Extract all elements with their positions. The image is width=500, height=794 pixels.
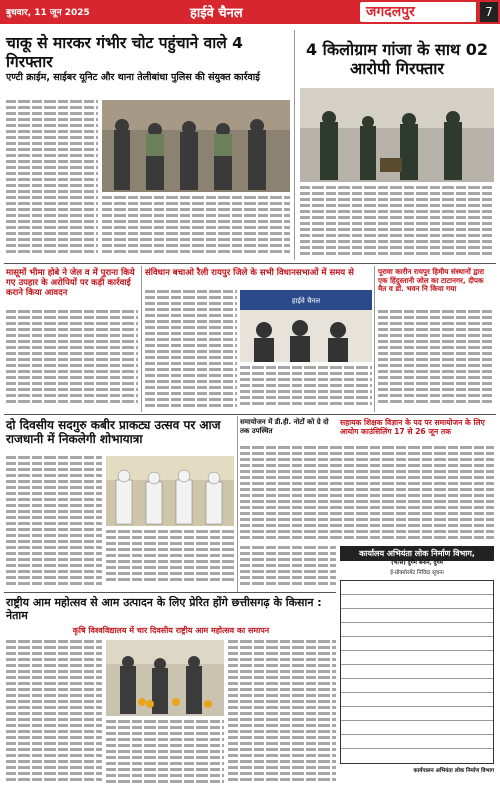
story4-body-2 [240, 366, 372, 410]
ad-table [340, 580, 494, 764]
story8-body-2 [106, 720, 224, 788]
story7-body [240, 446, 494, 542]
section-rule [4, 592, 336, 593]
story8-body [6, 640, 102, 788]
story2-photo [300, 88, 494, 182]
ad-title: कार्यालय अभियंता लोक निर्माण विभाग, [340, 546, 494, 561]
edition-city: जगदलपुर [360, 2, 476, 22]
column-rule [141, 266, 142, 412]
column-rule [294, 30, 295, 260]
column-rule [374, 266, 375, 412]
story7-headline: सहायक शिक्षक विज्ञान के पद पर समायोजन के लिए आयोग काउंसिलिंग 17 से 26 जून तक [340, 418, 485, 437]
story1-subheadline: एण्टी क्राईम, साईबर यूनिट और थाना तेलीबांधा पुलिस की संयुक्त कार्रवाई [6, 72, 260, 83]
story8-photo [106, 640, 224, 716]
story4-photo [240, 290, 372, 362]
story6-body [6, 456, 102, 588]
section-rule [4, 263, 496, 264]
story4-body [145, 290, 237, 410]
story2-body [300, 186, 494, 260]
ad-notice-line: ई-प्रोक्योरमेंट निविदा सूचना [390, 570, 444, 576]
procession-photo [106, 456, 234, 526]
story6-headline: दो दिवसीय सदगुरु कबीर प्राकट्य उत्सव पर आज राजधानी में निकलेगी शोभायात्रा [6, 418, 221, 447]
rally-photo [240, 290, 372, 362]
ad-subtitle: (भ/स) दुर्गम बनाने, दुर्गम [391, 560, 443, 566]
story8-subheadline: कृषि विश्वविद्यालय में चार दिवसीय राष्ट्रीय आम महोत्सव का समापन [72, 626, 270, 635]
story6-body-2 [106, 530, 234, 588]
story1-photo [102, 100, 290, 192]
story8-headline: राष्ट्रीय आम महोत्सव से आम उत्पादन के लिए प्रेरित होंगे छत्तीसगढ़ के किसान : नेताम [6, 596, 322, 623]
masthead [0, 0, 500, 24]
police-group-photo [102, 100, 290, 192]
section-rule [4, 414, 496, 415]
column-rule [237, 416, 238, 592]
issue-date: बुधवार, 11 जून 2025 [6, 8, 90, 18]
page-number: 7 [480, 2, 498, 22]
police-arrest-photo [300, 88, 494, 182]
story8-body-3 [228, 640, 336, 788]
story1-body [6, 100, 98, 260]
story4-headline: संविधान बचाओ रैली रायपुर जिले के सभी विधानसभाओं में समय से [145, 268, 354, 278]
story2-headline: 4 किलोग्राम गांजा के साथ 02 आरोपी गिरफ्तार [305, 40, 489, 79]
story3-headline: मासूमों भीमा होबे ने जेल व में पुराना किये गए उपहार के अरोपियों पर कड़ी कार्रवाई कराने किया आवदन [6, 268, 135, 299]
story1-headline: चाकू से मारकर गंभीर चोट पहुंचाने वाले 4 गिरफ्तार [6, 34, 243, 71]
banner-text: हाईवे चैनल [291, 297, 321, 305]
story7-body-2 [240, 546, 336, 590]
story1-body-right [102, 196, 290, 260]
newspaper-brand: हाईवे चैनल [190, 6, 243, 21]
story7-kicker: समायोजन में डी.ही. नोटों को ग्रे दो तक उपस्थित [240, 418, 329, 435]
ad-office: कार्यपालन अभियंता लोक निर्माण विभाग [413, 768, 494, 774]
mango-festival-photo [106, 640, 224, 716]
story6-photo [106, 456, 234, 526]
story5-body [378, 310, 494, 410]
story3-body [6, 310, 138, 410]
story5-headline: पूरावा कारीन रायपुर हिमीय संस्थानों द्वारा एक हिंदुस्तानी जोल का टाटानगर, दीपक मैत व डॉ. भवन नि किया गया [378, 267, 485, 294]
